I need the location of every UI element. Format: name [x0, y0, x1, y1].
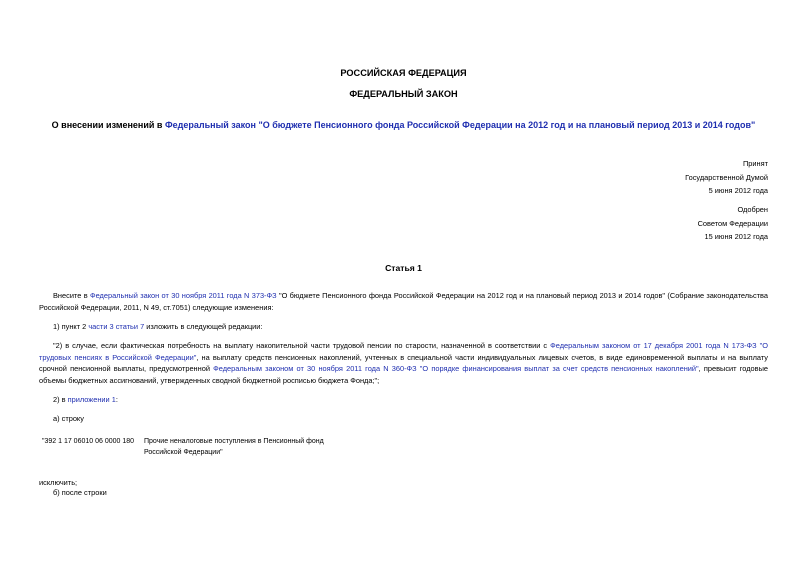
p3-text-a: "2) в случае, если фактическая потребность на выплату накопительной части трудовой пенсии по старости, назначенной в соответствии с	[53, 341, 551, 350]
budget-description: Прочие неналоговые поступления в Пенсионный фонд Российской Федерации"	[144, 438, 324, 456]
paragraph-quote	[39, 340, 768, 386]
p4-appendix-link[interactable]: приложении 1	[67, 395, 116, 404]
p1-law-link[interactable]: Федеральный закон от 30 ноября 2011 года N 373-ФЗ	[89, 291, 277, 300]
paragraph-intro	[39, 290, 768, 313]
p1-text-a: Внесите в	[53, 291, 90, 300]
p4-text-a: 2) в	[53, 395, 68, 404]
paragraph-exclude: исключить;	[39, 478, 78, 487]
approved-stamp	[698, 203, 768, 244]
p3-text-c: , превысит годовые объемы бюджетных ассигнований, утвержденных сводной бюджетной росписью бюджета Фонда;";	[39, 364, 768, 385]
law-title	[0, 119, 807, 132]
approved-date: 15 июня 2012 года	[704, 232, 768, 241]
accepted-label: Принят	[742, 159, 768, 168]
p1-text-b: "О бюджете Пенсионного фонда Российской Федерации на 2012 год и на плановый период 2013 и 2014 годов" (Собрание законодательства Российской Федерации, 2011, N 49, ст.7051) следующие изменения:	[39, 291, 768, 312]
approved-label: Одобрен	[737, 205, 768, 214]
law-type-heading: ФЕДЕРАЛЬНЫЙ ЗАКОН	[349, 89, 458, 99]
country-heading: РОССИЙСКАЯ ФЕДЕРАЦИЯ	[340, 68, 467, 78]
article-heading: Статья 1	[385, 263, 422, 273]
p2-text-b: изложить в следующей редакции:	[144, 322, 263, 331]
accepted-date: 5 июня 2012 года	[708, 186, 768, 195]
paragraph-sub-a: а) строку	[53, 414, 84, 423]
p2-text-a: 1) пункт 2	[53, 322, 89, 331]
law-title-link[interactable]: Федеральный закон "О бюджете Пенсионного фонда Российской Федерации на 2012 год и на плановый период 2013 и 2014 годов"	[164, 120, 756, 130]
p3-text-b: , на выплату средств пенсионных накоплений, учтенных в специальной части индивидуальных лицевых счетов, в виде единовременной выплаты и на выплату срочной пенсионной выплаты, предусмотренной	[39, 352, 768, 373]
paragraph-sub-b: б) после строки	[53, 488, 107, 497]
p3-law-link-360[interactable]: Федеральным законом от 30 ноября 2011 года N 360-ФЗ "О порядке финансирования выплат за счет средств пенсионных накоплений"	[213, 364, 699, 373]
accepted-by: Государственной Думой	[685, 172, 768, 182]
p3-law-link-173[interactable]: Федеральным законом от 17 декабря 2001 года N 173-ФЗ "О трудовых пенсиях в Российской Федерации"	[39, 341, 769, 362]
paragraph-item-2	[53, 394, 753, 406]
p2-article-link[interactable]: части 3 статьи 7	[88, 322, 145, 331]
paragraph-item-1	[53, 321, 753, 333]
approved-by: Советом Федерации	[697, 218, 768, 228]
law-title-prefix: О внесении изменений в	[51, 120, 165, 130]
budget-code: "392 1 17 06010 06 0000 180	[42, 438, 135, 445]
p4-text-b: :	[115, 395, 118, 404]
accepted-stamp	[685, 157, 768, 198]
